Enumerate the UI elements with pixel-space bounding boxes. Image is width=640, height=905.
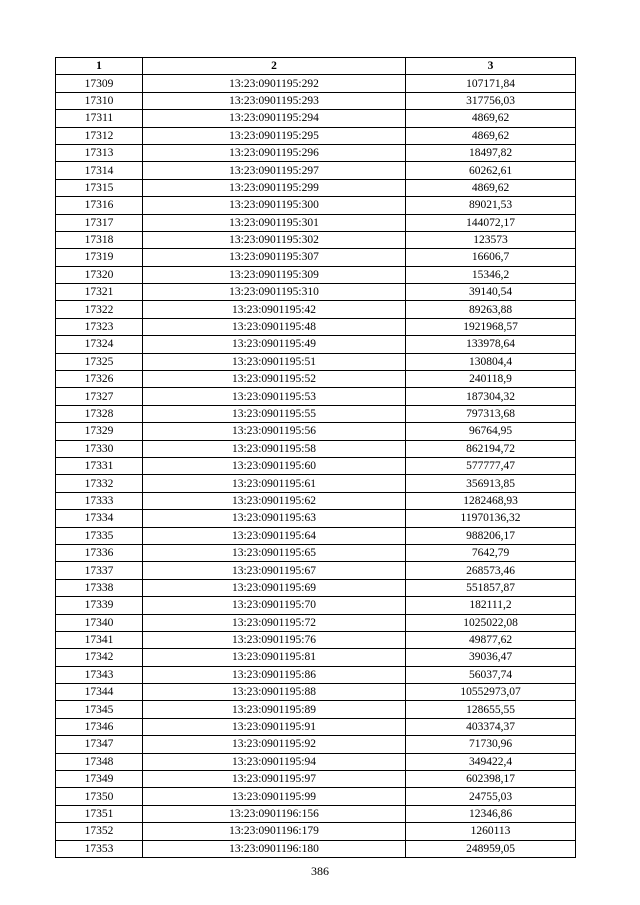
value-cell: 317756,03 [406,92,576,109]
value-cell: 39140,54 [406,284,576,301]
table-row [56,718,576,735]
cadastral-number-cell: 13:23:0901195:65 [143,544,406,561]
value-cell: 16606,7 [406,249,576,266]
value-cell: 1025022,08 [406,614,576,631]
table-row [56,249,576,266]
row-number-cell: 17338 [56,579,143,596]
value-cell: 349422,4 [406,753,576,770]
value-cell: 1260113 [406,823,576,840]
value-cell: 797313,68 [406,405,576,422]
table-row [56,614,576,631]
cadastral-number-cell: 13:23:0901195:56 [143,423,406,440]
cadastral-number-cell: 13:23:0901195:42 [143,301,406,318]
cadastral-number-cell: 13:23:0901195:76 [143,631,406,648]
table-row [56,371,576,388]
table-row [56,684,576,701]
table-row [56,649,576,666]
row-number-cell: 17336 [56,544,143,561]
value-cell: 10552973,07 [406,684,576,701]
table-row [56,823,576,840]
cadastral-number-cell: 13:23:0901195:94 [143,753,406,770]
cadastral-number-cell: 13:23:0901196:180 [143,840,406,857]
cadastral-number-cell: 13:23:0901195:299 [143,179,406,196]
cadastral-number-cell: 13:23:0901195:296 [143,144,406,161]
cadastral-number-cell: 13:23:0901195:61 [143,475,406,492]
table-row [56,231,576,248]
page-number: 386 [311,864,329,878]
cadastral-number-cell: 13:23:0901195:63 [143,510,406,527]
row-number-cell: 17332 [56,475,143,492]
row-number-cell: 17353 [56,840,143,857]
table-row [56,266,576,283]
table-row [56,701,576,718]
cadastral-number-cell: 13:23:0901195:294 [143,110,406,127]
table-row [56,318,576,335]
cadastral-number-cell: 13:23:0901195:97 [143,771,406,788]
row-number-cell: 17340 [56,614,143,631]
table-body [56,75,576,858]
row-number-cell: 17324 [56,336,143,353]
row-number-cell: 17347 [56,736,143,753]
row-number-cell: 17330 [56,440,143,457]
table-row [56,110,576,127]
row-number-cell: 17323 [56,318,143,335]
row-number-cell: 17335 [56,527,143,544]
row-number-cell: 17333 [56,492,143,509]
value-cell: 240118,9 [406,371,576,388]
table-row [56,336,576,353]
cadastral-number-cell: 13:23:0901195:51 [143,353,406,370]
value-cell: 4869,62 [406,127,576,144]
cadastral-number-cell: 13:23:0901195:92 [143,736,406,753]
row-number-cell: 17313 [56,144,143,161]
table-row [56,405,576,422]
row-number-cell: 17309 [56,75,143,92]
cadastral-number-cell: 13:23:0901195:99 [143,788,406,805]
value-cell: 182111,2 [406,597,576,614]
cadastral-number-cell: 13:23:0901195:81 [143,649,406,666]
row-number-cell: 17348 [56,753,143,770]
cadastral-number-cell: 13:23:0901196:156 [143,805,406,822]
value-cell: 49877,62 [406,631,576,648]
value-cell: 56037,74 [406,666,576,683]
cadastral-number-cell: 13:23:0901195:300 [143,197,406,214]
value-cell: 1921968,57 [406,318,576,335]
value-cell: 1282468,93 [406,492,576,509]
row-number-cell: 17350 [56,788,143,805]
cadastral-number-cell: 13:23:0901195:310 [143,284,406,301]
row-number-cell: 17345 [56,701,143,718]
value-cell: 551857,87 [406,579,576,596]
value-cell: 18497,82 [406,144,576,161]
table-header-row [56,58,576,75]
value-cell: 39036,47 [406,649,576,666]
row-number-cell: 17351 [56,805,143,822]
cadastral-number-cell: 13:23:0901195:53 [143,388,406,405]
table-row [56,127,576,144]
column-header-1: 1 [56,58,143,75]
cadastral-number-cell: 13:23:0901195:48 [143,318,406,335]
table-row [56,579,576,596]
cadastral-number-cell: 13:23:0901195:309 [143,266,406,283]
cadastral-number-cell: 13:23:0901195:62 [143,492,406,509]
row-number-cell: 17326 [56,371,143,388]
row-number-cell: 17352 [56,823,143,840]
table-row [56,510,576,527]
cadastral-number-cell: 13:23:0901195:64 [143,527,406,544]
cadastral-number-cell: 13:23:0901195:301 [143,214,406,231]
value-cell: 107171,84 [406,75,576,92]
value-cell: 577777,47 [406,457,576,474]
column-header-2: 2 [143,58,406,75]
cadastral-number-cell: 13:23:0901195:307 [143,249,406,266]
cadastral-number-cell: 13:23:0901195:89 [143,701,406,718]
cadastral-number-cell: 13:23:0901195:86 [143,666,406,683]
table-row [56,197,576,214]
table-row [56,544,576,561]
table-row [56,162,576,179]
table-row [56,788,576,805]
value-cell: 133978,64 [406,336,576,353]
row-number-cell: 17327 [56,388,143,405]
value-cell: 7642,79 [406,544,576,561]
value-cell: 89263,88 [406,301,576,318]
cadastral-number-cell: 13:23:0901195:302 [143,231,406,248]
value-cell: 24755,03 [406,788,576,805]
table-row [56,423,576,440]
row-number-cell: 17342 [56,649,143,666]
row-number-cell: 17316 [56,197,143,214]
table-row [56,631,576,648]
value-cell: 187304,32 [406,388,576,405]
cadastral-number-cell: 13:23:0901195:70 [143,597,406,614]
row-number-cell: 17322 [56,301,143,318]
table-row [56,597,576,614]
table-row [56,840,576,857]
row-number-cell: 17334 [56,510,143,527]
row-number-cell: 17331 [56,457,143,474]
value-cell: 268573,46 [406,562,576,579]
cadastral-number-cell: 13:23:0901195:295 [143,127,406,144]
table-row [56,284,576,301]
row-number-cell: 17314 [56,162,143,179]
table-row [56,214,576,231]
row-number-cell: 17337 [56,562,143,579]
row-number-cell: 17319 [56,249,143,266]
table-row [56,353,576,370]
row-number-cell: 17346 [56,718,143,735]
value-cell: 356913,85 [406,475,576,492]
cadastral-number-cell: 13:23:0901195:67 [143,562,406,579]
data-table [55,57,576,858]
cadastral-number-cell: 13:23:0901195:49 [143,336,406,353]
table-row [56,527,576,544]
table-row [56,179,576,196]
row-number-cell: 17343 [56,666,143,683]
value-cell: 71730,96 [406,736,576,753]
row-number-cell: 17312 [56,127,143,144]
value-cell: 862194,72 [406,440,576,457]
row-number-cell: 17328 [56,405,143,422]
value-cell: 988206,17 [406,527,576,544]
value-cell: 123573 [406,231,576,248]
cadastral-number-cell: 13:23:0901195:58 [143,440,406,457]
value-cell: 144072,17 [406,214,576,231]
value-cell: 248959,05 [406,840,576,857]
table-row [56,562,576,579]
table-row [56,753,576,770]
value-cell: 96764,95 [406,423,576,440]
cadastral-number-cell: 13:23:0901195:55 [143,405,406,422]
row-number-cell: 17344 [56,684,143,701]
row-number-cell: 17317 [56,214,143,231]
value-cell: 12346,86 [406,805,576,822]
value-cell: 403374,37 [406,718,576,735]
row-number-cell: 17318 [56,231,143,248]
table-row [56,92,576,109]
cadastral-number-cell: 13:23:0901195:88 [143,684,406,701]
value-cell: 11970136,32 [406,510,576,527]
row-number-cell: 17329 [56,423,143,440]
value-cell: 4869,62 [406,179,576,196]
row-number-cell: 17315 [56,179,143,196]
column-header-3: 3 [406,58,576,75]
table-row [56,440,576,457]
cadastral-number-cell: 13:23:0901195:91 [143,718,406,735]
table-row [56,771,576,788]
value-cell: 4869,62 [406,110,576,127]
row-number-cell: 17321 [56,284,143,301]
row-number-cell: 17339 [56,597,143,614]
row-number-cell: 17325 [56,353,143,370]
cadastral-number-cell: 13:23:0901195:52 [143,371,406,388]
table-row [56,475,576,492]
cadastral-number-cell: 13:23:0901195:292 [143,75,406,92]
table-row [56,805,576,822]
row-number-cell: 17349 [56,771,143,788]
value-cell: 130804,4 [406,353,576,370]
table-row [56,301,576,318]
table-row [56,666,576,683]
row-number-cell: 17310 [56,92,143,109]
table-row [56,75,576,92]
cadastral-number-cell: 13:23:0901195:69 [143,579,406,596]
row-number-cell: 17341 [56,631,143,648]
value-cell: 89021,53 [406,197,576,214]
value-cell: 60262,61 [406,162,576,179]
cadastral-number-cell: 13:23:0901196:179 [143,823,406,840]
table-row [56,492,576,509]
table-row [56,457,576,474]
table-row [56,144,576,161]
cadastral-number-cell: 13:23:0901195:293 [143,92,406,109]
cadastral-number-cell: 13:23:0901195:60 [143,457,406,474]
table-row [56,388,576,405]
value-cell: 15346,2 [406,266,576,283]
cadastral-number-cell: 13:23:0901195:297 [143,162,406,179]
row-number-cell: 17311 [56,110,143,127]
value-cell: 128655,55 [406,701,576,718]
value-cell: 602398,17 [406,771,576,788]
row-number-cell: 17320 [56,266,143,283]
table-row [56,736,576,753]
cadastral-number-cell: 13:23:0901195:72 [143,614,406,631]
